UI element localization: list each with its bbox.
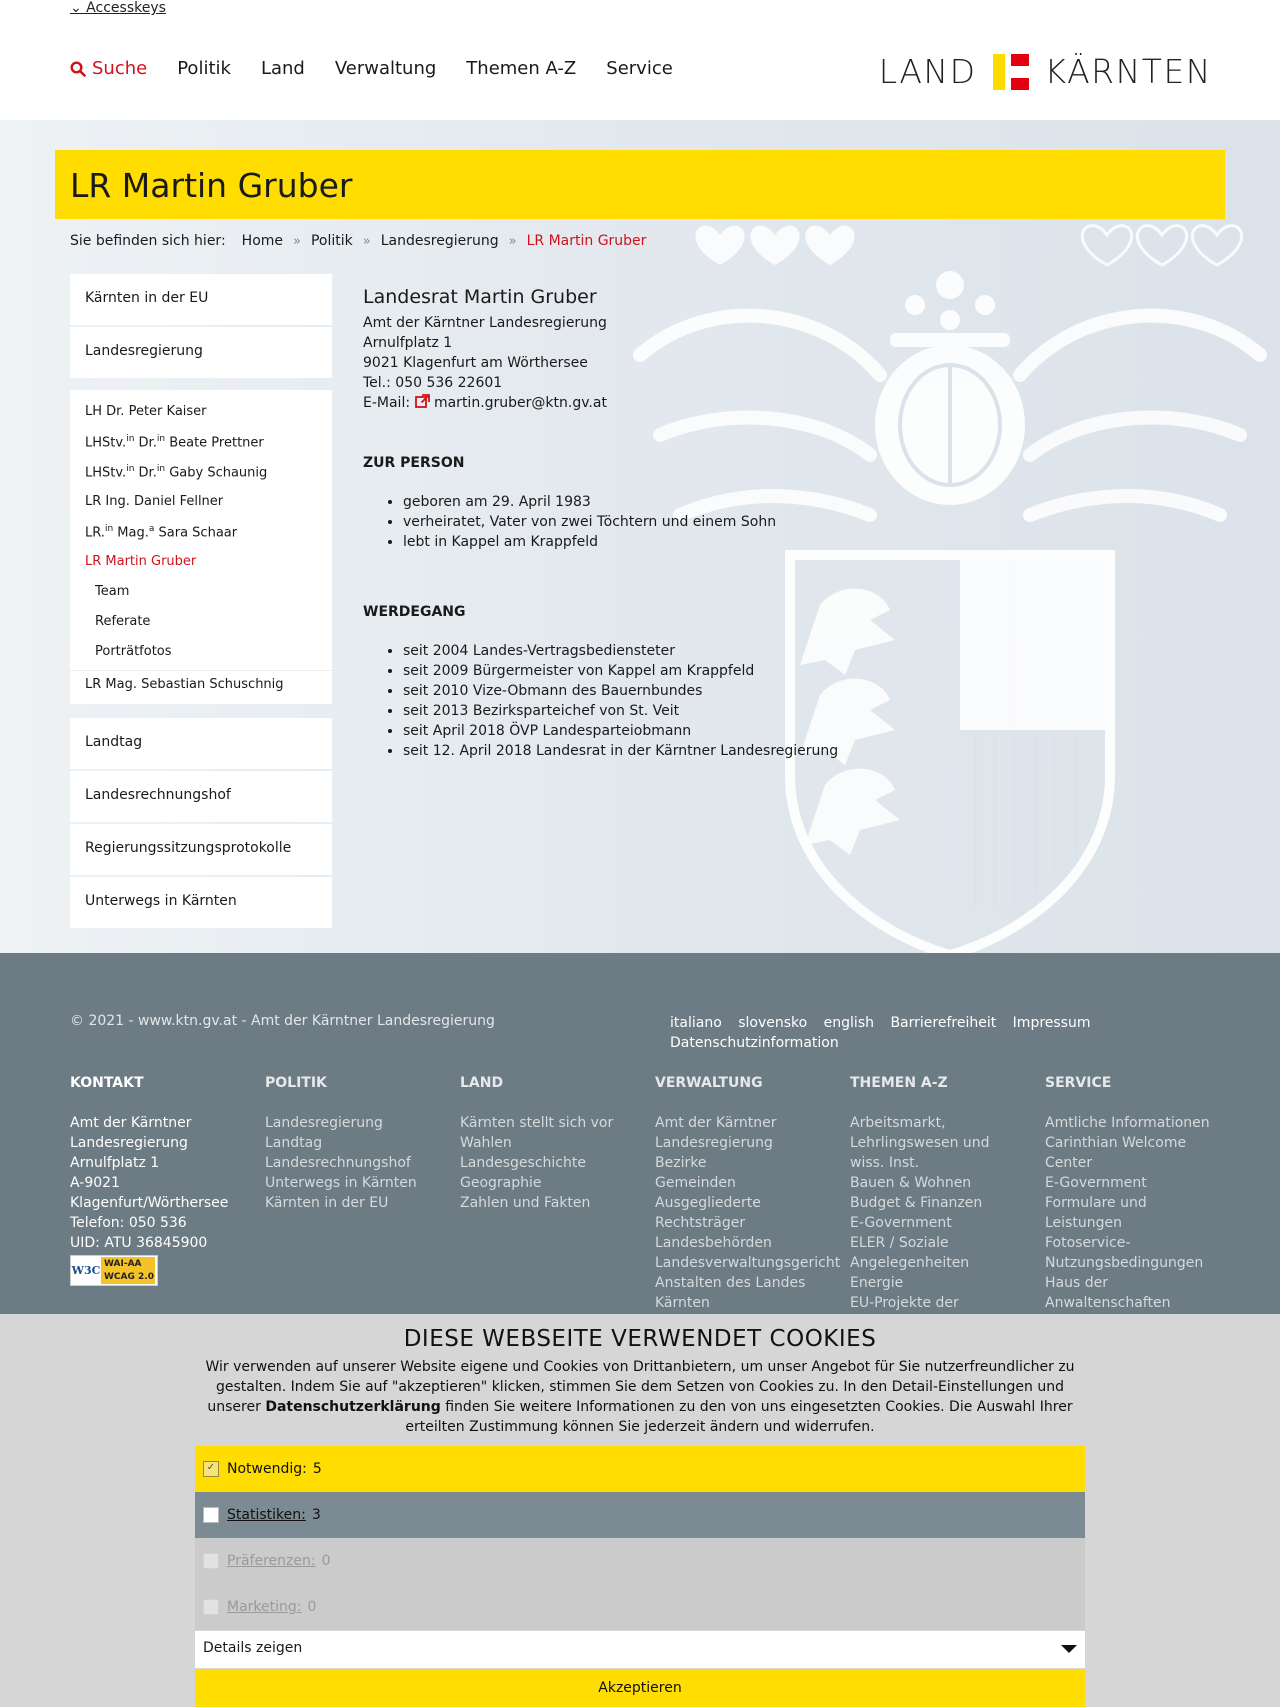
footer-line: Klagenfurt/Wörthersee — [70, 1195, 229, 1211]
email-link[interactable]: martin.gruber@ktn.gv.at — [433, 395, 607, 411]
footer-col-land — [460, 1073, 650, 1213]
footer-col-title: SERVICE — [1045, 1075, 1112, 1091]
notwendig-count: 5 — [312, 1461, 322, 1477]
footer-link[interactable]: wiss. Inst. — [850, 1155, 920, 1171]
footer-language-links — [670, 1013, 1110, 1053]
footer-link[interactable]: Amt der Kärntner — [655, 1115, 777, 1131]
logo-text-kaernten: KÄRNTEN — [1044, 52, 1212, 91]
footer-link[interactable]: Landesverwaltungsgericht — [655, 1255, 841, 1271]
section-heading-werdegang: WERDEGANG — [363, 604, 466, 620]
footer-line: Landesregierung — [70, 1135, 188, 1151]
sidebar-item-unterwegs-in-kaernten[interactable]: Unterwegs in Kärnten — [70, 877, 332, 928]
schaunig-mid: Dr. — [134, 465, 157, 481]
list-item: • seit April 2018 ÖVP Landesparteiobmann — [403, 721, 923, 741]
wai-aa-text: WAI-AA — [104, 1259, 142, 1269]
footer-link[interactable]: Landesregierung — [655, 1135, 773, 1151]
career-list — [363, 641, 923, 761]
main-nav — [70, 58, 673, 79]
list-item: • verheiratet, Vater von zwei Töchtern und einem Sohn — [403, 512, 923, 532]
sidebar-item-kaernten-in-der-eu[interactable]: Kärnten in der EU — [70, 274, 332, 325]
footer-link-label: Impressum — [1012, 1015, 1091, 1031]
footer-link[interactable]: Haus der — [1045, 1275, 1108, 1291]
wcag-label — [101, 1257, 155, 1284]
breadcrumb-home[interactable]: Home — [241, 233, 284, 249]
accesskeys-link[interactable]: ⌄ Accesskeys — [70, 0, 166, 16]
schaar-sup1: in — [104, 524, 114, 534]
footer-link[interactable]: Center — [1045, 1155, 1093, 1171]
list-item: • geboren am 29. April 1983 — [403, 492, 923, 512]
cookie-row-praeferenzen[interactable] — [195, 1538, 1085, 1584]
footer-link[interactable]: Gemeinden — [655, 1175, 736, 1191]
footer-link[interactable]: Ausgegliederte — [655, 1195, 761, 1211]
schaunig-sup2: in — [156, 464, 166, 474]
footer-link[interactable]: Energie — [850, 1275, 904, 1291]
sidebar-subitem-referate[interactable]: Referate — [95, 614, 151, 629]
cookie-text-part2: finden Sie weitere Informationen zu den von uns eingesetzten Cookies. Die Auswahl Ihrer erteilten Zustimmung können Sie jederzeit ändern und widerrufen. — [405, 1399, 1073, 1435]
prettner-mid: Dr. — [134, 435, 157, 451]
cookie-banner — [0, 1314, 1280, 1707]
sidebar-subitem-fellner[interactable]: LR Ing. Daniel Fellner — [85, 494, 224, 509]
list-item: • seit 2010 Vize-Obmann des Bauernbundes — [403, 681, 923, 701]
footer-line: UID: ATU 36845900 — [70, 1235, 208, 1251]
footer-col-politik — [265, 1073, 455, 1213]
schaar-sup2: a — [148, 524, 155, 534]
chevron-right-icon: » — [362, 233, 371, 249]
footer-link-label: Datenschutzinformation — [670, 1035, 839, 1051]
sidebar-subitem-schuschnig[interactable]: LR Mag. Sebastian Schuschnig — [70, 670, 332, 700]
footer-link[interactable]: Kärnten — [655, 1295, 710, 1311]
footer-link[interactable]: Landesbehörden — [655, 1235, 772, 1251]
nav-politik[interactable]: Politik — [177, 58, 231, 79]
email-label: E-Mail: — [363, 395, 411, 411]
prettner-post: Beate Prettner — [165, 435, 264, 451]
footer-link[interactable]: ELER / Soziale — [850, 1235, 949, 1251]
address-line: Amt der Kärntner Landesregierung — [363, 315, 607, 331]
list-item: • seit 12. April 2018 Landesrat in der Kärntner Landesregierung — [403, 741, 923, 761]
footer-col-themen — [850, 1073, 1040, 1313]
sidebar-item-landesrechnungshof[interactable]: Landesrechnungshof — [70, 771, 332, 822]
search-icon — [70, 61, 86, 77]
sidebar-subitem-schaar[interactable] — [70, 518, 332, 548]
footer-link-english[interactable] — [824, 1015, 886, 1031]
address-line: 9021 Klagenfurt am Wörthersee — [363, 355, 588, 371]
footer-line: Telefon: 050 536 — [70, 1215, 187, 1231]
footer-col-title: VERWALTUNG — [655, 1075, 763, 1091]
footer-link[interactable]: Budget & Finanzen — [850, 1195, 983, 1211]
nav-search-label: Suche — [92, 58, 148, 79]
marketing-label[interactable]: Marketing: — [227, 1599, 302, 1615]
schaar-pre: LR. — [85, 525, 105, 541]
footer-col-title: KONTAKT — [70, 1075, 144, 1091]
page-title-bar — [55, 150, 1225, 219]
nav-themen-a-z[interactable]: Themen A-Z — [466, 58, 577, 79]
footer-link-label: Barrierefreiheit — [890, 1015, 997, 1031]
statistiken-count: 3 — [311, 1507, 321, 1523]
chevron-right-icon: » — [508, 233, 517, 249]
prettner-sup2: in — [156, 434, 166, 444]
footer-link[interactable]: Geographie — [460, 1175, 542, 1191]
footer-link[interactable]: Carinthian Welcome — [1045, 1135, 1187, 1151]
wcag-text: WCAG 2.0 — [104, 1272, 154, 1282]
email-line — [363, 393, 923, 413]
schaunig-pre: LHStv. — [85, 465, 127, 481]
notwendig-checkbox: ✓ — [203, 1461, 219, 1477]
sidebar-item-regierungssitzungsprotokolle[interactable]: Regierungssitzungsprotokolle — [70, 824, 332, 875]
contact-address — [363, 313, 923, 413]
breadcrumb-landesregierung[interactable]: Landesregierung — [380, 233, 499, 249]
footer-link[interactable]: Formulare und — [1045, 1195, 1147, 1211]
sidebar-submenu — [70, 390, 332, 704]
nav-service[interactable]: Service — [606, 58, 673, 79]
person-list — [363, 492, 923, 552]
breadcrumb-current[interactable]: LR Martin Gruber — [526, 233, 647, 249]
footer-link-label: slovensko — [738, 1015, 808, 1031]
footer-link[interactable]: Arbeitsmarkt, — [850, 1115, 946, 1131]
footer-link[interactable]: Unterwegs in Kärnten — [265, 1175, 417, 1191]
footer-col-title: THEMEN A-Z — [850, 1075, 948, 1091]
wai-aa-badge[interactable] — [70, 1255, 158, 1286]
footer-col-verwaltung — [655, 1073, 845, 1313]
sidebar-subitem-portraetfotos[interactable]: Porträtfotos — [95, 644, 172, 659]
sidebar-subitem-team[interactable]: Team — [95, 584, 130, 599]
main-content — [363, 287, 923, 761]
praeferenzen-checkbox[interactable] — [203, 1553, 219, 1569]
footer-col-title: LAND — [460, 1075, 504, 1091]
footer-link-slovensko[interactable] — [738, 1015, 819, 1031]
sidebar-item-landesregierung[interactable]: Landesregierung — [70, 327, 332, 378]
footer-link[interactable]: Landesgeschichte — [460, 1155, 586, 1171]
cookie-text — [195, 1357, 1085, 1437]
footer-link[interactable]: Wahlen — [460, 1135, 512, 1151]
land-kaernten-logo[interactable] — [879, 52, 1212, 91]
marketing-checkbox[interactable] — [203, 1599, 219, 1615]
footer-link-barrierefreiheit[interactable] — [890, 1015, 1008, 1031]
nav-verwaltung[interactable]: Verwaltung — [334, 58, 437, 79]
copyright: © 2021 - www.ktn.gv.at - Amt der Kärntner Landesregierung — [70, 1013, 495, 1029]
accept-cookies-button[interactable]: Akzeptieren — [195, 1669, 1085, 1707]
footer-line: Amt der Kärntner — [70, 1115, 192, 1131]
footer-link-label: italiano — [670, 1015, 722, 1031]
footer-line: A-9021 — [70, 1175, 120, 1191]
chevron-right-icon: » — [293, 233, 301, 249]
sidebar-subitem-prettner[interactable] — [70, 428, 332, 458]
statistiken-checkbox[interactable] — [203, 1507, 219, 1523]
phone-line: Tel.: 050 536 22601 — [363, 375, 503, 391]
notwendig-label: Notwendig: — [227, 1461, 307, 1477]
footer-link[interactable]: Amtliche Informationen — [1045, 1115, 1210, 1131]
footer-link[interactable]: Anwaltenschaften — [1045, 1295, 1171, 1311]
sidebar-item-landtag[interactable]: Landtag — [70, 718, 332, 769]
footer-line: Arnulfplatz 1 — [70, 1155, 160, 1171]
cookie-text-part1: Wir verwenden auf unserer Website eigene und Cookies von Drittanbietern, um unser Angebot für Sie nutzerfreundlicher zu gestalten. Indem Sie auf "akzeptieren" klicken, stimmen Sie dem Setzen von Cookies zu. In den Detail-Einstellungen und unserer — [205, 1359, 1075, 1415]
cookie-row-notwendig — [195, 1446, 1085, 1492]
footer-link-label: english — [823, 1015, 874, 1031]
details-select[interactable] — [195, 1631, 1085, 1668]
sidebar-subitem-schaunig[interactable] — [70, 458, 332, 488]
footer-link[interactable]: Fotoservice- — [1045, 1235, 1131, 1251]
footer-link[interactable]: Landesregierung — [265, 1115, 383, 1131]
footer-link[interactable]: Kärnten stellt sich vor — [460, 1115, 614, 1131]
schaar-post: Sara Schaar — [154, 525, 238, 541]
list-item: • seit 2004 Landes-Vertragsbediensteter — [403, 641, 923, 661]
footer-link[interactable]: Landesrechnungshof — [265, 1155, 411, 1171]
footer-col-service — [1045, 1073, 1235, 1313]
breadcrumb-politik[interactable]: Politik — [310, 233, 353, 249]
page-title: LR Martin Gruber — [70, 166, 353, 205]
footer-link[interactable]: Leistungen — [1045, 1215, 1122, 1231]
footer-link[interactable]: Rechtsträger — [655, 1215, 746, 1231]
footer-link-datenschutz[interactable] — [670, 1035, 851, 1051]
logo-mark-icon — [993, 54, 1029, 90]
footer-link[interactable]: Zahlen und Fakten — [460, 1195, 591, 1211]
schaunig-post: Gaby Schaunig — [165, 465, 268, 481]
w3c-logo: W3C — [71, 1263, 101, 1277]
statistiken-label[interactable]: Statistiken: — [227, 1507, 306, 1523]
footer-col-title: POLITIK — [265, 1075, 327, 1091]
footer-link[interactable]: Anstalten des Landes — [655, 1275, 806, 1291]
footer-link[interactable]: Nutzungsbedingungen — [1045, 1255, 1204, 1271]
footer-link[interactable]: Bauen & Wohnen — [850, 1175, 972, 1191]
footer-link[interactable]: Bezirke — [655, 1155, 707, 1171]
list-item: • seit 2009 Bürgermeister von Kappel am Krappfeld — [403, 661, 923, 681]
footer-link[interactable]: E-Government — [850, 1215, 952, 1231]
footer-col-kontakt — [70, 1073, 260, 1286]
breadcrumb — [70, 233, 646, 249]
schaar-mid: Mag. — [113, 525, 149, 541]
content-heading: Landesrat Martin Gruber — [363, 286, 597, 308]
schaunig-sup1: in — [126, 464, 135, 474]
footer-link[interactable]: Lehrlingswesen und — [850, 1135, 990, 1151]
privacy-policy-link[interactable]: Datenschutzerklärung — [265, 1399, 441, 1415]
footer-link-italiano[interactable] — [670, 1015, 734, 1031]
footer-link[interactable]: E-Government — [1045, 1175, 1147, 1191]
cookie-row-statistiken[interactable] — [195, 1492, 1085, 1538]
prettner-sup1: in — [126, 434, 135, 444]
nav-land[interactable]: Land — [260, 58, 305, 79]
section-heading-zur-person: ZUR PERSON — [363, 455, 465, 471]
sidebar-subitem-kaiser[interactable]: LH Dr. Peter Kaiser — [85, 404, 207, 419]
cookie-row-marketing[interactable] — [195, 1584, 1085, 1630]
list-item: • lebt in Kappel am Krappfeld — [403, 532, 923, 552]
list-item: • seit 2013 Bezirksparteichef von St. Veit — [403, 701, 923, 721]
footer-link[interactable]: EU-Projekte der — [850, 1295, 959, 1311]
details-label: Details zeigen — [203, 1640, 303, 1656]
marketing-count: 0 — [307, 1599, 317, 1615]
praeferenzen-label[interactable]: Präferenzen: — [227, 1553, 316, 1569]
praeferenzen-count: 0 — [321, 1553, 331, 1569]
footer-link[interactable]: Landtag — [265, 1135, 323, 1151]
prettner-pre: LHStv. — [85, 435, 127, 451]
caret-down-icon — [1061, 1645, 1077, 1653]
sidebar-nav — [70, 274, 332, 930]
address-line: Arnulfplatz 1 — [363, 335, 453, 351]
breadcrumb-label: Sie befinden sich hier: — [70, 233, 226, 249]
footer-link[interactable]: Angelegenheiten — [850, 1255, 970, 1271]
footer-link-impressum[interactable] — [1013, 1015, 1103, 1031]
cookie-title: DIESE WEBSEITE VERWENDET COOKIES — [403, 1326, 877, 1352]
nav-search[interactable] — [70, 58, 147, 79]
external-link-icon — [415, 394, 430, 408]
logo-text-land: LAND — [878, 52, 977, 91]
sidebar-subitem-gruber[interactable]: LR Martin Gruber — [85, 554, 197, 569]
footer-link[interactable]: Kärnten in der EU — [265, 1195, 389, 1211]
